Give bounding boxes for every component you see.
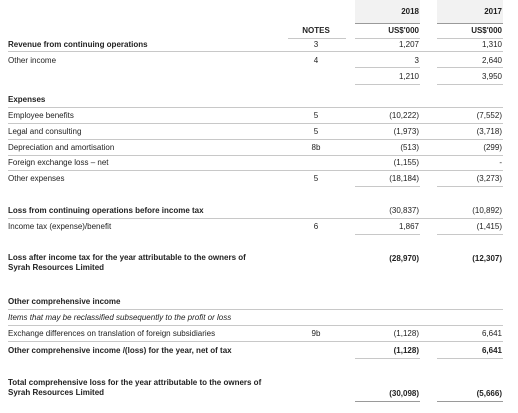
- notes-column-header: NOTES: [302, 26, 330, 35]
- fx-translation-2018: (1,128): [393, 329, 419, 338]
- expenses-heading-divider: [8, 107, 503, 108]
- loss-after-tax-row: [0, 252, 518, 276]
- total-comprehensive-2018: (30,098): [389, 389, 419, 398]
- income-tax-row: [0, 221, 518, 233]
- other-expenses-note: 5: [313, 174, 319, 183]
- income-tax-2018: 1,867: [398, 222, 419, 231]
- revenue-note: 3: [313, 40, 319, 49]
- legal-label: Legal and consulting: [8, 127, 82, 136]
- other-income-2018: 3: [414, 56, 419, 65]
- depreciation-divider: [8, 155, 503, 156]
- legal-2018: (1,973): [393, 127, 419, 136]
- income-total-row: [0, 71, 518, 83]
- fx-loss-2018: (1,155): [393, 158, 419, 167]
- expenses-heading: Expenses: [8, 95, 46, 104]
- oci-total-label: Other comprehensive income /(loss) for the year, net of tax: [8, 346, 232, 355]
- loss-after-tax-2017: (12,307): [472, 254, 502, 263]
- income-tax-bottom-2018: [355, 234, 420, 235]
- oci-total-2017: 6,641: [481, 346, 502, 355]
- legal-row: [0, 126, 518, 138]
- expenses-bottom-2018: [355, 186, 420, 187]
- income-subtotal-divider-2018: [355, 67, 420, 68]
- income-subtotal-divider-2017: [437, 67, 503, 68]
- header-divider-2018: [355, 23, 420, 24]
- units-row: [0, 25, 518, 37]
- oci-total-bottom-2017: [437, 358, 503, 359]
- total-comprehensive-label-line2: Syrah Resources Limited: [8, 388, 105, 397]
- legal-divider: [8, 139, 503, 140]
- loss-before-tax-divider: [8, 218, 503, 219]
- revenue-divider: [8, 51, 503, 52]
- oci-total-row: [0, 345, 518, 357]
- reclass-note-row: [0, 312, 518, 324]
- legal-note: 5: [313, 127, 319, 136]
- total-comprehensive-label-line1: Total comprehensive loss for the year attributable to the owners of: [8, 378, 262, 387]
- expenses-heading-row: [0, 94, 518, 106]
- loss-before-tax-label: Loss from continuing operations before income tax: [8, 206, 204, 215]
- unit-2017-header: US$'000: [471, 26, 502, 35]
- loss-after-tax-label-line2: Syrah Resources Limited: [8, 263, 105, 272]
- header-divider-2017: [437, 23, 503, 24]
- other-income-note: 4: [313, 56, 319, 65]
- other-expenses-2018: (18,184): [389, 174, 419, 183]
- loss-after-tax-2018: (28,970): [389, 254, 419, 263]
- reclass-note-divider: [8, 325, 503, 326]
- other-income-row: [0, 55, 518, 67]
- depreciation-row: [0, 142, 518, 154]
- loss-before-tax-row: [0, 205, 518, 217]
- loss-before-tax-2018: (30,837): [389, 206, 419, 215]
- other-income-2017: 2,640: [481, 56, 502, 65]
- income-tax-note: 6: [313, 222, 319, 231]
- fx-loss-label: Foreign exchange loss – net: [8, 158, 109, 167]
- oci-heading-row: [0, 296, 518, 308]
- fx-translation-2017: 6,641: [481, 329, 502, 338]
- fx-loss-divider: [8, 170, 503, 171]
- oci-heading-divider: [8, 309, 503, 310]
- unit-2018-header: US$'000: [388, 26, 419, 35]
- income-tax-2017: (1,415): [476, 222, 502, 231]
- income-total-2017: 3,950: [481, 72, 502, 81]
- expenses-bottom-2017: [437, 186, 503, 187]
- revenue-2017: 1,310: [481, 40, 502, 49]
- depreciation-2017: (299): [483, 143, 502, 152]
- income-total-bottom-2018: [355, 84, 420, 85]
- year-2018-header: 2018: [401, 7, 419, 16]
- year-header-row: [0, 6, 518, 18]
- income-tax-bottom-2017: [437, 234, 503, 235]
- other-expenses-2017: (3,273): [476, 174, 502, 183]
- employee-2018: (10,222): [389, 111, 419, 120]
- employee-row: [0, 110, 518, 122]
- fx-translation-label: Exchange differences on translation of foreign subsidiaries: [8, 329, 216, 338]
- oci-total-bottom-2018: [355, 358, 420, 359]
- revenue-row: [0, 39, 518, 51]
- loss-before-tax-2017: (10,892): [472, 206, 502, 215]
- revenue-2018: 1,207: [398, 40, 419, 49]
- fx-translation-divider: [8, 341, 503, 342]
- loss-after-tax-label-line1: Loss after income tax for the year attributable to the owners of: [8, 253, 246, 262]
- depreciation-label: Depreciation and amortisation: [8, 143, 115, 152]
- income-total-2018: 1,210: [398, 72, 419, 81]
- reclass-note: Items that may be reclassified subsequently to the profit or loss: [8, 313, 232, 322]
- total-comprehensive-2017: (5,666): [476, 389, 502, 398]
- employee-2017: (7,552): [476, 111, 502, 120]
- depreciation-2018: (513): [400, 143, 419, 152]
- fx-translation-note: 9b: [311, 329, 321, 338]
- oci-heading: Other comprehensive income: [8, 297, 121, 306]
- fx-loss-row: [0, 157, 518, 169]
- employee-label: Employee benefits: [8, 111, 74, 120]
- employee-divider: [8, 123, 503, 124]
- fx-loss-2017: -: [499, 158, 502, 167]
- final-total-rule-2018: [355, 401, 420, 402]
- other-expenses-label: Other expenses: [8, 174, 65, 183]
- total-comprehensive-row: [0, 377, 518, 401]
- income-tax-label: Income tax (expense)/benefit: [8, 222, 112, 231]
- oci-total-2018: (1,128): [393, 346, 419, 355]
- depreciation-note: 8b: [311, 143, 321, 152]
- fx-translation-row: [0, 328, 518, 340]
- other-expenses-row: [0, 173, 518, 185]
- income-total-bottom-2017: [437, 84, 503, 85]
- other-income-label: Other income: [8, 56, 57, 65]
- year-2017-header: 2017: [484, 7, 502, 16]
- employee-note: 5: [313, 111, 319, 120]
- final-total-rule-2017: [437, 401, 503, 402]
- revenue-label: Revenue from continuing operations: [8, 40, 148, 49]
- legal-2017: (3,718): [476, 127, 502, 136]
